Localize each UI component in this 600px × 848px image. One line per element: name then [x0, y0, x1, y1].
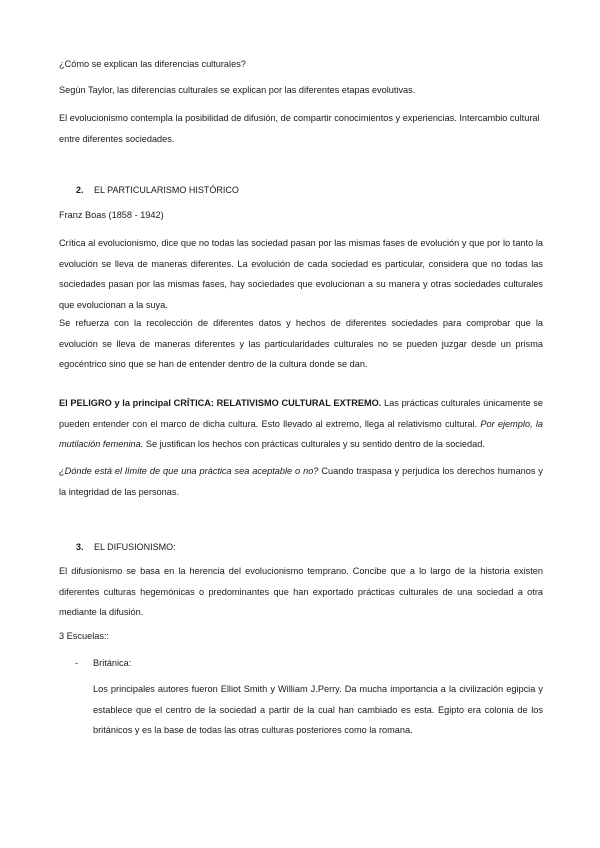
britanica-paragraph: Los principales autores fueron Elliot Smith y William J.Perry. Da mucha importancia a la civilización egipcia y establece que el centro de la sociedad a partir de la cual han cambiado es esta. Egipto era colonia de los británicos y es la base de todas las otras culturas posteriores como la romana.: [93, 684, 543, 735]
taylor-paragraph: Según Taylor, las diferencias culturales se explican por las diferentes etapas evolutivas.: [59, 85, 416, 95]
section-3-heading: [76, 540, 176, 554]
section-3-number: 3.: [76, 542, 84, 552]
boas-line: Franz Boas (1858 - 1942): [59, 210, 164, 220]
peligro-bold: El PELIGRO y la principal CRÍTICA: RELATIVISMO CULTURAL EXTREMO.: [59, 398, 382, 408]
section-2-title: EL PARTICULARISMO HISTÓRICO: [94, 185, 239, 195]
peligro-example: Por ejemplo, la mutilación femenina.: [59, 418, 544, 449]
peligro-paragraph: [59, 393, 543, 455]
peligro-text-2: Se justifican los hechos con prácticas culturales y su sentido dentro de la sociedad.: [143, 439, 485, 449]
bullet-dash: -: [75, 658, 79, 668]
limite-question: ¿Dónde está el límite de que una práctica sea aceptable o no?: [59, 466, 319, 476]
limite-paragraph: [59, 461, 543, 502]
bullet-label-britanica: Británica:: [93, 658, 132, 668]
section-2-number: 2.: [76, 185, 84, 195]
section-2-heading: [76, 183, 239, 197]
evolucionismo-paragraph: El evolucionismo contempla la posibilidad de difusión, de compartir conocimientos y experiencias. Intercambio cultural entre diferentes sociedades.: [59, 113, 540, 144]
peligro-text-1: Las prácticas culturales únicamente se pueden entender con el marco de dicha cultura. Esto llevado al extremo, llega al relativismo cultural.: [59, 398, 543, 429]
question-text: ¿Cómo se explican las diferencias culturales?: [59, 59, 246, 69]
escuelas-line: 3 Escuelas::: [59, 631, 110, 641]
section-3-title: EL DIFUSIONISMO:: [94, 542, 176, 552]
refuerza-paragraph: Se refuerza con la recolección de diferentes datos y hechos de diferentes sociedades para comprobar que la evolución se lleva de maneras diferentes y las particularidades culturales no se pueden juzgar desde un prisma egocéntrico sino que se han de entender dentro de la cultura donde se dan.: [59, 318, 543, 369]
critica-paragraph: Crítica al evolucionismo, dice que no todas las sociedad pasan por las mismas fases de evolución y que por lo tanto la evolución se lleva de maneras diferentes. La evolución de cada sociedad es particular, considera que no todas las sociedades pasan por las mismas fases, hay sociedades que evolucionan a su manera y otras sociedades culturales que evolucionan a la suya.: [59, 238, 543, 310]
limite-answer: Cuando traspasa y perjudica los derechos humanos y la integridad de las personas.: [59, 466, 544, 497]
difusionismo-paragraph: El difusionismo se basa en la herencia del evolucionismo temprano. Concibe que a lo largo de la historia existen diferentes culturas hegemónicas o predominantes que han exportado prácticas culturales de una sociedad a otra mediante la difusión.: [59, 566, 543, 617]
